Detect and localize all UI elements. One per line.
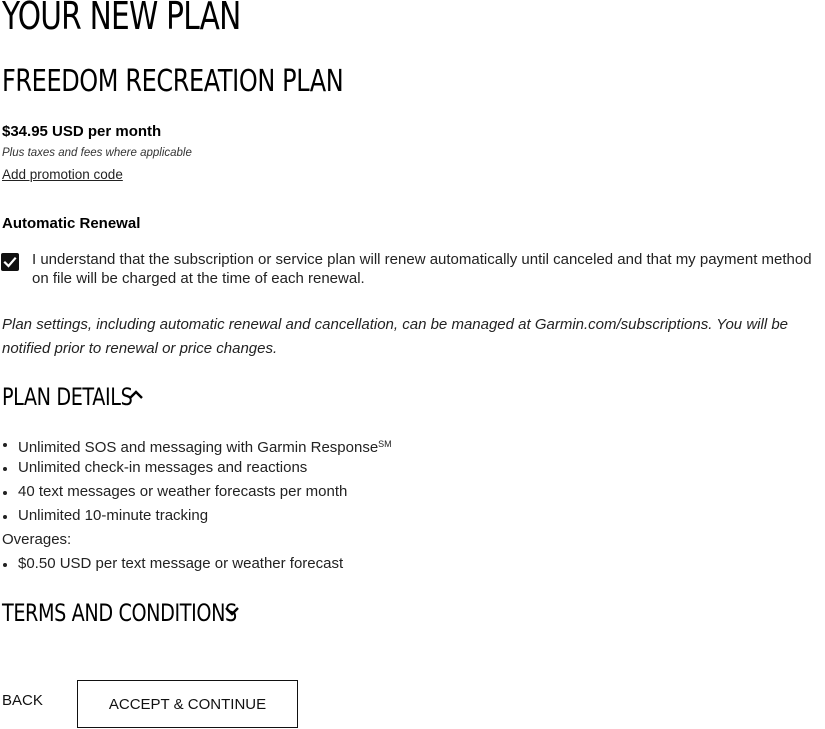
plan-details-toggle[interactable] — [2, 383, 165, 411]
list-item: Unlimited 10-minute tracking — [2, 504, 392, 528]
accept-and-continue-button[interactable]: ACCEPT & CONTINUE — [77, 680, 298, 728]
chevron-up-icon — [128, 389, 144, 401]
page-title: YOUR NEW PLAN — [2, 0, 241, 38]
auto-renewal-agreement-text: I understand that the subscription or service plan will renew automatically until canceled and that my payment method on file will be charged at the time of each renewal. — [32, 251, 812, 287]
service-mark: SM — [378, 439, 392, 449]
auto-renewal-checkbox[interactable] — [1, 253, 19, 271]
list-item: 40 text messages or weather forecasts per month — [2, 480, 392, 504]
checkmark-icon — [1, 253, 19, 271]
chevron-down-icon — [224, 605, 240, 617]
plan-management-note: Plan settings, including automatic renewal and cancellation, can be managed at Garmin.com/subscriptions. You will be notified prior to renewal or price changes. — [2, 316, 788, 357]
overages-list — [2, 552, 343, 576]
terms-and-conditions-toggle[interactable] — [2, 599, 296, 627]
tax-note: Plus taxes and fees where applicable — [2, 147, 192, 159]
terms-heading: TERMS AND CONDITIONS — [2, 599, 237, 627]
back-button[interactable]: BACK — [2, 692, 43, 709]
overages-label: Overages: — [2, 531, 72, 548]
automatic-renewal-heading: Automatic Renewal — [2, 215, 141, 232]
add-promotion-code-link[interactable]: Add promotion code — [2, 167, 123, 182]
list-item: Unlimited check-in messages and reactions — [2, 456, 392, 480]
plan-price: $34.95 USD per month — [2, 123, 162, 140]
plan-name: FREEDOM RECREATION PLAN — [2, 64, 344, 99]
list-item: Unlimited SOS and messaging with Garmin Response℠ — [2, 432, 392, 456]
list-item: $0.50 USD per text message or weather forecast — [2, 552, 343, 576]
plan-details-heading: PLAN DETAILS — [2, 383, 133, 411]
plan-features-list — [2, 432, 392, 528]
